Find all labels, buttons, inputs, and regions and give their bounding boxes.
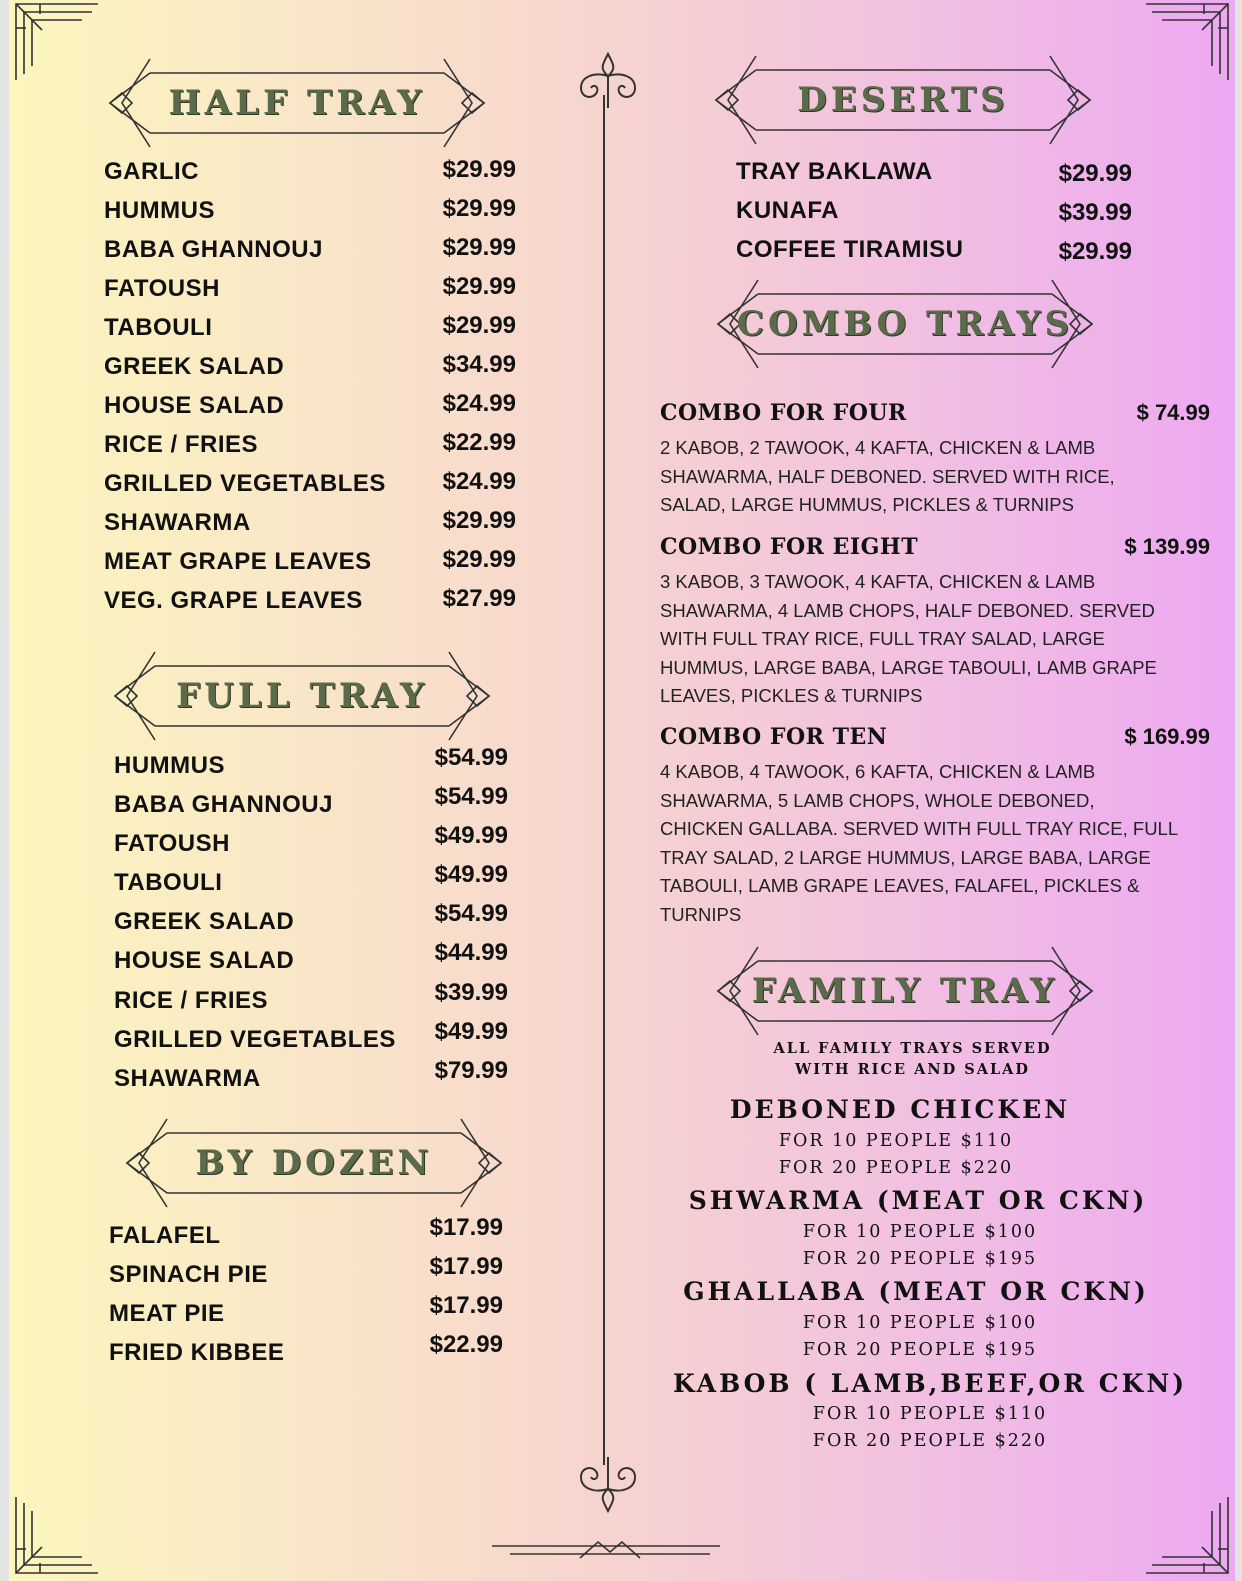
family-group-line: FOR 20 PEOPLE $195 [802,1340,1038,1360]
combo-desc-line: CHICKEN GALLABA. SERVED WITH FULL TRAY RICE, FULL [660,818,1179,839]
item-price: $22.99 [429,1331,503,1358]
item-price: $29.99 [442,312,516,339]
item-price: $17.99 [429,1214,503,1241]
combo-desc-line: 2 KABOB, 2 TAWOOK, 4 KAFTA, CHICKEN & LAMB [660,437,1096,458]
menu-item [736,236,1132,268]
combo-description [660,434,1210,520]
item-price: $54.99 [434,900,508,927]
item-price: $29.99 [442,273,516,300]
combo-description [660,758,1210,929]
item-price: $24.99 [442,468,516,495]
deserts-banner [708,52,1098,148]
family-group-line: FOR 10 PEOPLE $100 [802,1313,1038,1333]
item-name: GRILLED VEGETABLES [114,1026,396,1053]
item-name: HOUSE SALAD [104,392,285,419]
family-group-title: GHALLABA (MEAT OR CKN) [683,1277,1149,1306]
item-price: $29.99 [1058,238,1132,265]
item-price: $29.99 [442,234,516,261]
combo-desc-line: SHAWARMA, HALF DEBONED. SERVED WITH RICE, [660,465,1115,487]
item-name: SHAWARMA [104,509,251,536]
item-name: RICE / FRIES [114,987,269,1014]
item-name: FATOUSH [114,830,230,857]
item-name: VEG. GRAPE LEAVES [104,587,363,614]
family-group-line: FOR 10 PEOPLE $110 [812,1404,1048,1424]
menu-item [104,353,516,385]
menu-item [114,822,508,862]
menu-item [114,939,508,979]
menu-item [104,587,516,619]
item-price: $17.99 [429,1253,503,1280]
divider-flourish-bottom-icon [575,1455,641,1515]
item-price: $29.99 [442,507,516,534]
combo-price: $ 139.99 [1124,534,1210,559]
item-name: GREEK SALAD [104,353,285,380]
menu-item [114,783,508,823]
menu-item [736,158,1132,190]
combo-price: $ 169.99 [1124,724,1210,749]
combo-desc-line: SHAWARMA, 4 LAMB CHOPS, HALF DEBONED. SERVED [660,599,1155,621]
deserts-title: DESERTS [797,80,1009,120]
combo-trays-title: COMBO TRAYS [736,304,1074,344]
family-group-title: SHWARMA (MEAT OR CKN) [688,1186,1148,1215]
item-price: $54.99 [434,783,508,810]
combo-price: $ 74.99 [1136,400,1210,425]
corner-ornament-top-left [12,0,102,82]
family-tray-title: FAMILY TRAY [751,971,1059,1011]
combo-desc-line: WITH FULL TRAY RICE, FULL TRAY SALAD, LARGE [660,628,1105,649]
combo-name: COMBO FOR TEN [660,724,888,750]
family-tray-banner [710,943,1100,1039]
item-name: HUMMUS [104,197,215,224]
family-group-line: FOR 20 PEOPLE $220 [812,1431,1048,1451]
item-price: $29.99 [442,156,516,183]
item-price: $34.99 [442,351,516,378]
menu-item [114,979,508,1019]
item-name: GRILLED VEGETABLES [104,470,386,497]
family-group-line: FOR 10 PEOPLE $110 [778,1131,1014,1151]
family-tray-note [700,1038,1125,1080]
combo-description [660,568,1210,711]
menu-item [104,197,516,229]
item-price: $29.99 [1058,160,1132,187]
menu-item [736,197,1132,229]
combo-desc-line: SHAWARMA, 5 LAMB CHOPS, WHOLE DEBONED, [660,789,1095,811]
menu-item [109,1214,503,1254]
item-name: SHAWARMA [114,1065,261,1092]
menu-item [114,900,508,940]
item-price: $29.99 [442,546,516,573]
combo-desc-line: SALAD, LARGE HUMMUS, PICKLES & TURNIPS [660,494,1074,515]
menu-item [109,1253,503,1293]
family-group-line: FOR 20 PEOPLE $220 [778,1158,1014,1178]
combo-desc-line: 3 KABOB, 3 TAWOOK, 4 KAFTA, CHICKEN & LAMB [660,571,1096,592]
item-price: $17.99 [429,1292,503,1319]
half-tray-title: HALF TRAY [168,83,426,123]
item-name: RICE / FRIES [104,431,259,458]
menu-item [104,314,516,346]
right-edge [1235,0,1242,1581]
item-name: TABOULI [104,314,213,341]
item-name: SPINACH PIE [109,1261,268,1288]
family-group-title: KABOB ( LAMB,BEEF,OR CKN) [672,1369,1188,1398]
combo-desc-line: HUMMUS, LARGE BABA, LARGE TABOULI, LAMB GRAPE [660,656,1157,678]
item-name: FALAFEL [109,1222,221,1249]
menu-item [104,431,516,463]
item-price: $24.99 [442,390,516,417]
combo-desc-line: TRAY SALAD, 2 LARGE HUMMUS, LARGE BABA, LARGE [660,846,1151,868]
item-name: TRAY BAKLAWA [736,158,933,185]
item-name: MEAT PIE [109,1300,225,1327]
family-group-title: DEBONED CHICKEN [729,1095,1071,1124]
combo-desc-line: 4 KABOB, 4 TAWOOK, 6 KAFTA, CHICKEN & LAMB [660,761,1096,782]
menu-item [104,275,516,307]
menu-item [109,1292,503,1332]
corner-ornament-bottom-left [12,1495,102,1577]
family-group-line: FOR 10 PEOPLE $100 [802,1222,1038,1242]
item-price: $29.99 [442,195,516,222]
menu-item [114,744,508,784]
corner-ornament-top-right [1142,0,1232,82]
item-price: $22.99 [442,429,516,456]
by-dozen-banner [119,1115,509,1211]
note-line: ALL FAMILY TRAYS SERVED [773,1040,1052,1057]
full-tray-banner [107,648,497,744]
item-price: $49.99 [434,822,508,849]
item-name: FRIED KIBBEE [109,1339,285,1366]
item-price: $79.99 [434,1057,508,1084]
combo-desc-line: TURNIPS [660,903,742,925]
item-price: $49.99 [434,1018,508,1045]
family-group-line: FOR 20 PEOPLE $195 [802,1249,1038,1269]
item-price: $27.99 [442,585,516,612]
item-name: TABOULI [114,869,223,896]
full-tray-title: FULL TRAY [176,676,428,716]
item-name: GARLIC [104,158,199,185]
menu-item [104,509,516,541]
item-price: $39.99 [1058,199,1132,226]
item-name: MEAT GRAPE LEAVES [104,548,372,575]
item-name: HUMMUS [114,752,225,779]
menu-item [114,1018,508,1058]
center-divider [603,95,605,1465]
combo-desc-line: LEAVES, PICKLES & TURNIPS [660,685,923,706]
half-tray-banner [102,55,492,151]
item-name: COFFEE TIRAMISU [736,236,964,263]
item-price: $49.99 [434,861,508,888]
combo-trays-banner [710,276,1100,372]
item-name: GREEK SALAD [114,908,295,935]
bottom-flourish-icon [490,1538,730,1564]
item-name: HOUSE SALAD [114,947,295,974]
corner-ornament-bottom-right [1142,1495,1232,1577]
item-name: KUNAFA [736,197,839,224]
item-name: FATOUSH [104,275,220,302]
by-dozen-title: BY DOZEN [195,1143,433,1183]
menu-item [104,548,516,580]
item-name: BABA GHANNOUJ [114,791,333,818]
menu-item [104,392,516,424]
item-name: BABA GHANNOUJ [104,236,323,263]
combo-desc-line: TABOULI, LAMB GRAPE LEAVES, FALAFEL, PICKLES & [660,875,1140,896]
item-price: $44.99 [434,939,508,966]
menu-item [104,158,516,190]
menu-item [109,1331,503,1371]
combo-name: COMBO FOR FOUR [660,400,907,426]
menu-item [114,861,508,901]
left-edge [0,0,9,1581]
divider-flourish-top-icon [575,50,641,110]
menu-item [114,1057,508,1097]
combo-name: COMBO FOR EIGHT [660,534,919,560]
item-price: $54.99 [434,744,508,771]
item-price: $39.99 [434,979,508,1006]
menu-item [104,470,516,502]
note-line: WITH RICE AND SALAD [795,1061,1030,1078]
menu-item [104,236,516,268]
